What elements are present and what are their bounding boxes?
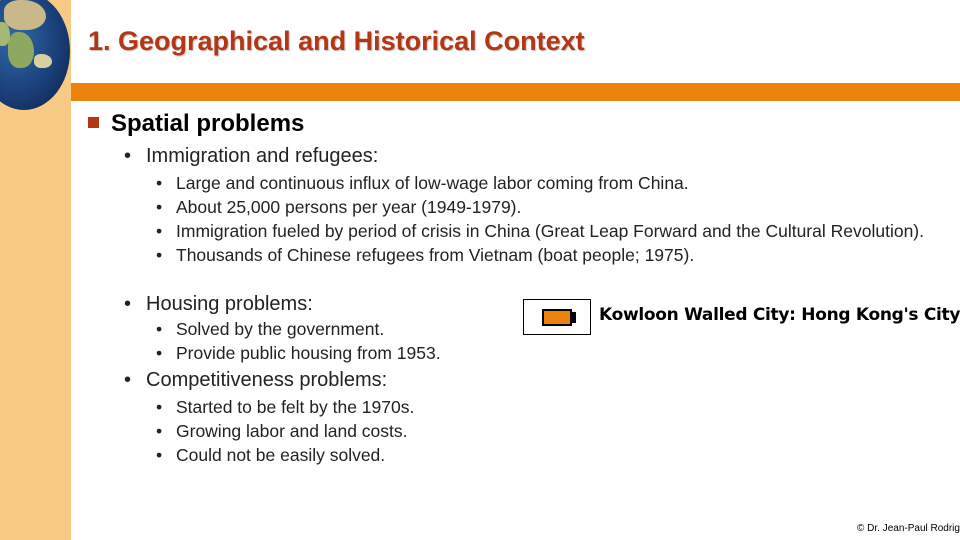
list-item: • About 25,000 persons per year (1949-1979). (154, 195, 944, 219)
copyright-footer: © Dr. Jean-Paul Rodrig (857, 523, 960, 534)
list-item: • Growing labor and land costs. (154, 419, 944, 443)
list-item: • Immigration fueled by period of crisis in China (Great Leap Forward and the Cultural Revolution). (154, 219, 944, 243)
heading-spatial-problems (88, 110, 304, 138)
video-camera-icon[interactable] (523, 299, 591, 335)
section-items (124, 171, 944, 267)
list-item: • Thousands of Chinese refugees from Vietnam (boat people; 1975). (154, 243, 944, 267)
video-link[interactable]: Kowloon Walled City: Hong Kong's City (599, 305, 960, 325)
list-item: • Could not be easily solved. (154, 443, 944, 467)
square-bullet-icon (88, 117, 99, 128)
section-items (124, 395, 944, 467)
section-competitiveness (124, 367, 944, 467)
heading-text: Spatial problems (111, 110, 305, 137)
slide-title: 1. Geographical and Historical Context (88, 26, 585, 56)
list-item: • Provide public housing from 1953. (154, 341, 944, 365)
section-immigration (124, 143, 944, 267)
section-label: • Immigration and refugees: (124, 145, 379, 167)
list-item: • Large and continuous influx of low-wage labor coming from China. (154, 171, 944, 195)
section-label: • Competitiveness problems: (124, 369, 388, 391)
list-item: • Solved by the government. (154, 317, 944, 341)
list-item: • Started to be felt by the 1970s. (154, 395, 944, 419)
section-label: • Housing problems: (124, 293, 313, 315)
title-accent-bar (71, 83, 960, 101)
